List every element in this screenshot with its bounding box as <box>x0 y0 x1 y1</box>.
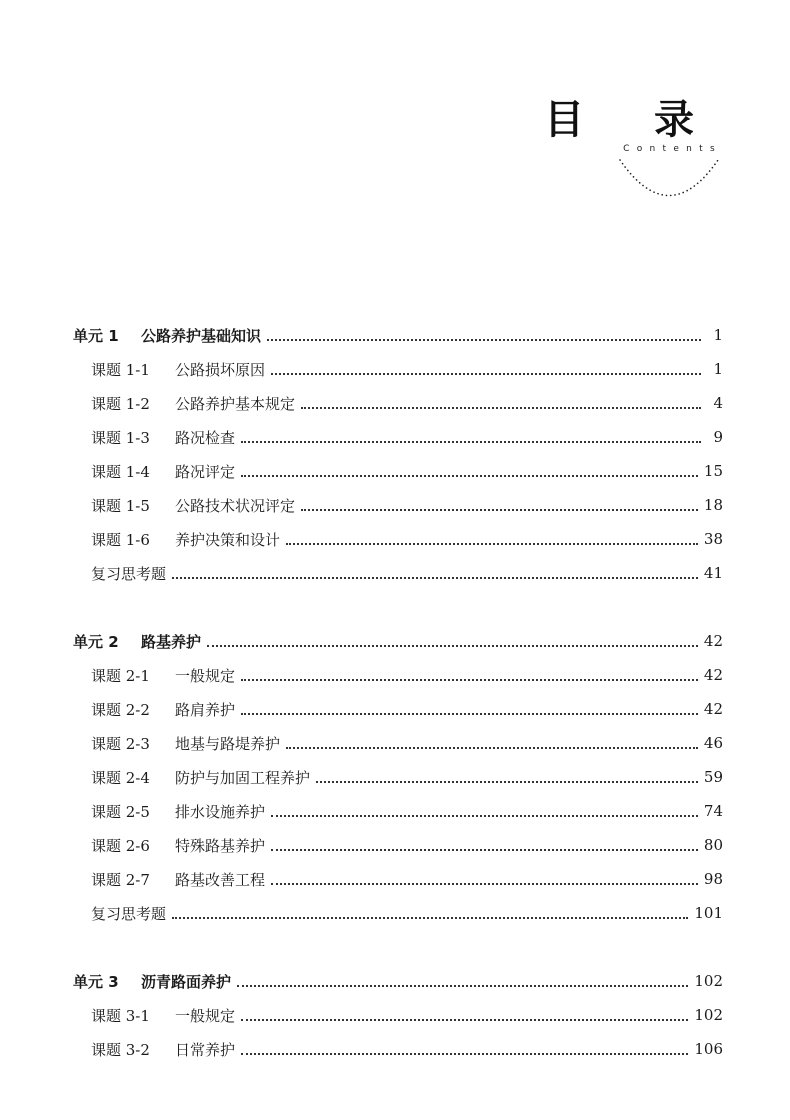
unit-number: 单元 2 <box>73 632 119 651</box>
lesson-title: 养护决策和设计 <box>175 530 281 549</box>
lesson-number: 课题 1-3 <box>91 428 150 447</box>
section-gap <box>73 590 723 624</box>
dot-leader <box>267 338 701 341</box>
toc-review-row[interactable] <box>73 896 723 930</box>
page-number: 38 <box>703 530 723 548</box>
page-number: 102 <box>694 1006 723 1024</box>
page-number: 74 <box>703 802 723 820</box>
toc-unit-row[interactable] <box>73 624 723 658</box>
dot-leader <box>237 984 688 987</box>
dot-leader <box>172 576 698 579</box>
toc-lesson-row[interactable] <box>73 488 723 522</box>
lesson-number: 课题 2-2 <box>91 700 150 719</box>
page-number: 9 <box>713 428 723 446</box>
lesson-number: 课题 1-2 <box>91 394 150 413</box>
dot-leader <box>241 712 698 715</box>
dot-leader <box>271 882 698 885</box>
page-number: 98 <box>703 870 723 888</box>
unit-number: 单元 1 <box>73 326 119 345</box>
page-number: 1 <box>713 326 723 344</box>
page-number: 101 <box>694 904 723 922</box>
unit-title: 公路养护基础知识 <box>141 326 262 345</box>
lesson-number: 课题 2-5 <box>91 802 150 821</box>
dot-leader <box>271 814 698 817</box>
toc-lesson-row[interactable] <box>73 794 723 828</box>
toc-lesson-row[interactable] <box>73 692 723 726</box>
toc-lesson-row[interactable] <box>73 658 723 692</box>
page-number: 4 <box>713 394 723 412</box>
dot-leader <box>172 916 688 919</box>
dot-leader <box>286 746 698 749</box>
lesson-title: 特殊路基养护 <box>175 836 266 855</box>
lesson-title: 一般规定 <box>175 1006 236 1025</box>
lesson-number: 课题 1-1 <box>91 360 150 379</box>
lesson-number: 课题 1-5 <box>91 496 150 515</box>
lesson-title: 公路养护基本规定 <box>175 394 296 413</box>
lesson-title: 公路损坏原因 <box>175 360 266 379</box>
page-number: 41 <box>703 564 723 582</box>
page-number: 42 <box>703 700 723 718</box>
toc-lesson-row[interactable] <box>73 760 723 794</box>
page-number: 59 <box>703 768 723 786</box>
page-number: 15 <box>703 462 723 480</box>
dot-leader <box>301 406 701 409</box>
toc-unit-row[interactable] <box>73 964 723 998</box>
dot-leader <box>207 644 698 647</box>
toc-title-block <box>544 92 740 212</box>
page-number: 18 <box>703 496 723 514</box>
table-of-contents <box>73 318 723 1066</box>
lesson-title: 路况评定 <box>175 462 236 481</box>
dot-leader <box>271 848 698 851</box>
dot-leader <box>301 508 698 511</box>
review-title: 复习思考题 <box>91 904 167 923</box>
dot-leader <box>241 678 698 681</box>
lesson-title: 路况检查 <box>175 428 236 447</box>
toc-lesson-row[interactable] <box>73 862 723 896</box>
page-number: 80 <box>703 836 723 854</box>
section-gap <box>73 930 723 964</box>
lesson-title: 防护与加固工程养护 <box>175 768 311 787</box>
toc-review-row[interactable] <box>73 556 723 590</box>
toc-lesson-row[interactable] <box>73 352 723 386</box>
page-number: 46 <box>703 734 723 752</box>
unit-title: 路基养护 <box>141 632 202 651</box>
toc-unit-row[interactable] <box>73 318 723 352</box>
toc-lesson-row[interactable] <box>73 522 723 556</box>
lesson-number: 课题 3-2 <box>91 1040 150 1059</box>
toc-lesson-row[interactable] <box>73 726 723 760</box>
dot-leader <box>271 372 701 375</box>
page-subtitle: Contents <box>623 144 722 154</box>
dot-leader <box>241 440 701 443</box>
dot-leader <box>316 780 698 783</box>
dot-leader <box>241 1052 688 1055</box>
lesson-number: 课题 2-7 <box>91 870 150 889</box>
lesson-number: 课题 3-1 <box>91 1006 150 1025</box>
lesson-title: 地基与路堤养护 <box>175 734 281 753</box>
page-number: 42 <box>703 632 723 650</box>
lesson-number: 课题 2-3 <box>91 734 150 753</box>
lesson-number: 课题 2-1 <box>91 666 150 685</box>
page-number: 1 <box>713 360 723 378</box>
dot-leader <box>286 542 698 545</box>
page-number: 42 <box>703 666 723 684</box>
lesson-number: 课题 2-6 <box>91 836 150 855</box>
dot-leader <box>241 474 698 477</box>
page-number: 102 <box>694 972 723 990</box>
toc-lesson-row[interactable] <box>73 454 723 488</box>
toc-lesson-row[interactable] <box>73 420 723 454</box>
lesson-title: 日常养护 <box>175 1040 236 1059</box>
lesson-number: 课题 2-4 <box>91 768 150 787</box>
dotted-arc-decoration <box>614 156 724 206</box>
lesson-title: 排水设施养护 <box>175 802 266 821</box>
lesson-title: 路基改善工程 <box>175 870 266 889</box>
unit-title: 沥青路面养护 <box>141 972 232 991</box>
toc-lesson-row[interactable] <box>73 386 723 420</box>
dot-leader <box>241 1018 688 1021</box>
lesson-title: 一般规定 <box>175 666 236 685</box>
lesson-number: 课题 1-6 <box>91 530 150 549</box>
lesson-title: 路肩养护 <box>175 700 236 719</box>
page-number: 106 <box>694 1040 723 1058</box>
page-title: 目 录 <box>544 97 722 143</box>
toc-lesson-row[interactable] <box>73 1032 723 1066</box>
review-title: 复习思考题 <box>91 564 167 583</box>
unit-number: 单元 3 <box>73 972 119 991</box>
lesson-number: 课题 1-4 <box>91 462 150 481</box>
toc-lesson-row[interactable] <box>73 828 723 862</box>
toc-lesson-row[interactable] <box>73 998 723 1032</box>
lesson-title: 公路技术状况评定 <box>175 496 296 515</box>
